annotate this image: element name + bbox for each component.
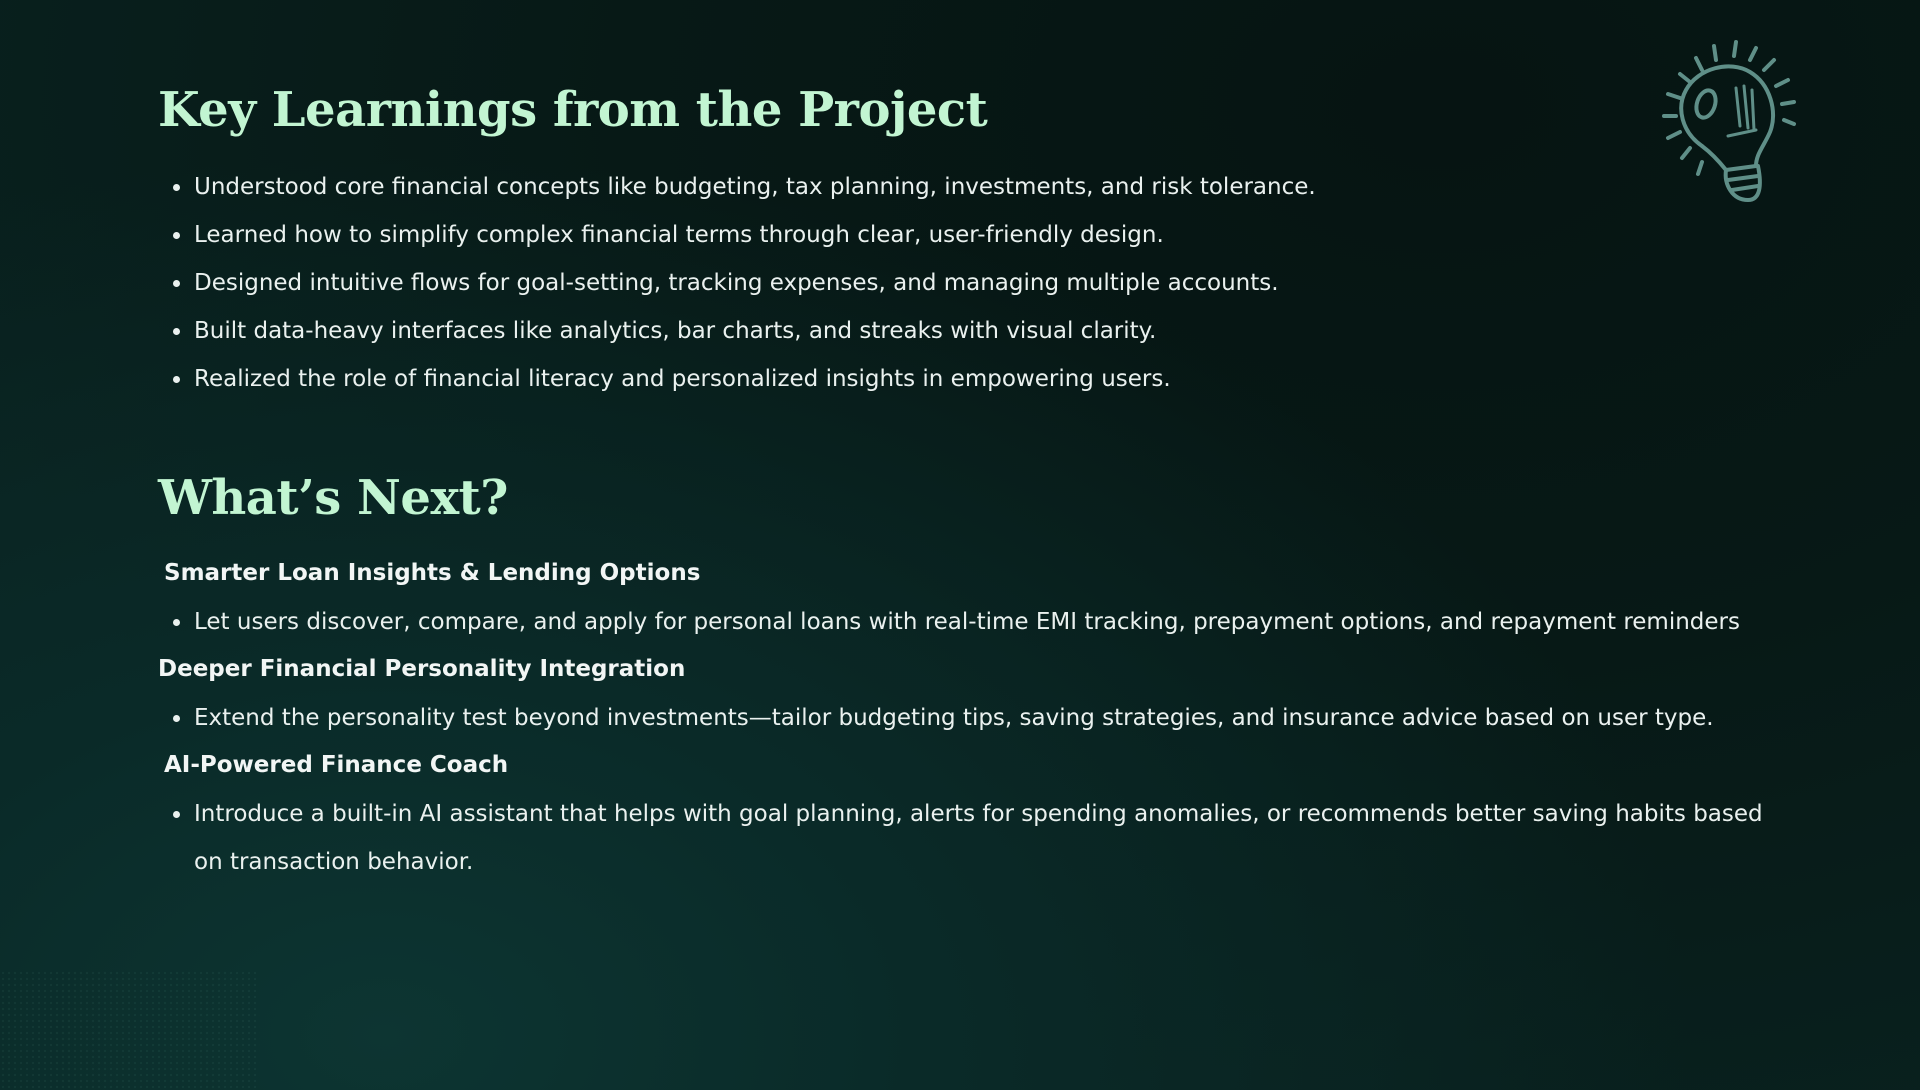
ai-coach-list [158,790,1798,886]
key-learnings-title: Key Learnings from the Project [158,82,988,138]
list-item: Built data-heavy interfaces like analytics, bar charts, and streaks with visual clarity. [158,307,1798,355]
list-item: Extend the personality test beyond investments—tailor budgeting tips, saving strategies, and insurance advice based on user type. [158,694,1798,742]
whats-next-title: What’s Next? [158,470,508,526]
list-item: Realized the role of financial literacy and personalized insights in empowering users. [158,355,1798,403]
background-texture [0,970,260,1090]
list-item: Let users discover, compare, and apply for personal loans with real-time EMI tracking, prepayment options, and repayment reminders [158,598,1798,646]
lightbulb-icon [1644,36,1804,206]
list-item: Understood core financial concepts like budgeting, tax planning, investments, and risk tolerance. [158,163,1798,211]
list-item: Designed intuitive flows for goal-setting, tracking expenses, and managing multiple accounts. [158,259,1798,307]
personality-list [158,694,1798,742]
list-item: Introduce a built-in AI assistant that helps with goal planning, alerts for spending anomalies, or recommends better saving habits based on transaction behavior. [158,790,1764,886]
section-heading-ai-coach: AI-Powered Finance Coach [164,752,509,778]
key-learnings-list [158,163,1798,403]
loan-insights-list [158,598,1798,646]
section-heading-personality: Deeper Financial Personality Integration [158,656,686,682]
section-heading-loan-insights: Smarter Loan Insights & Lending Options [164,560,701,586]
list-item: Learned how to simplify complex financial terms through clear, user-friendly design. [158,211,1798,259]
